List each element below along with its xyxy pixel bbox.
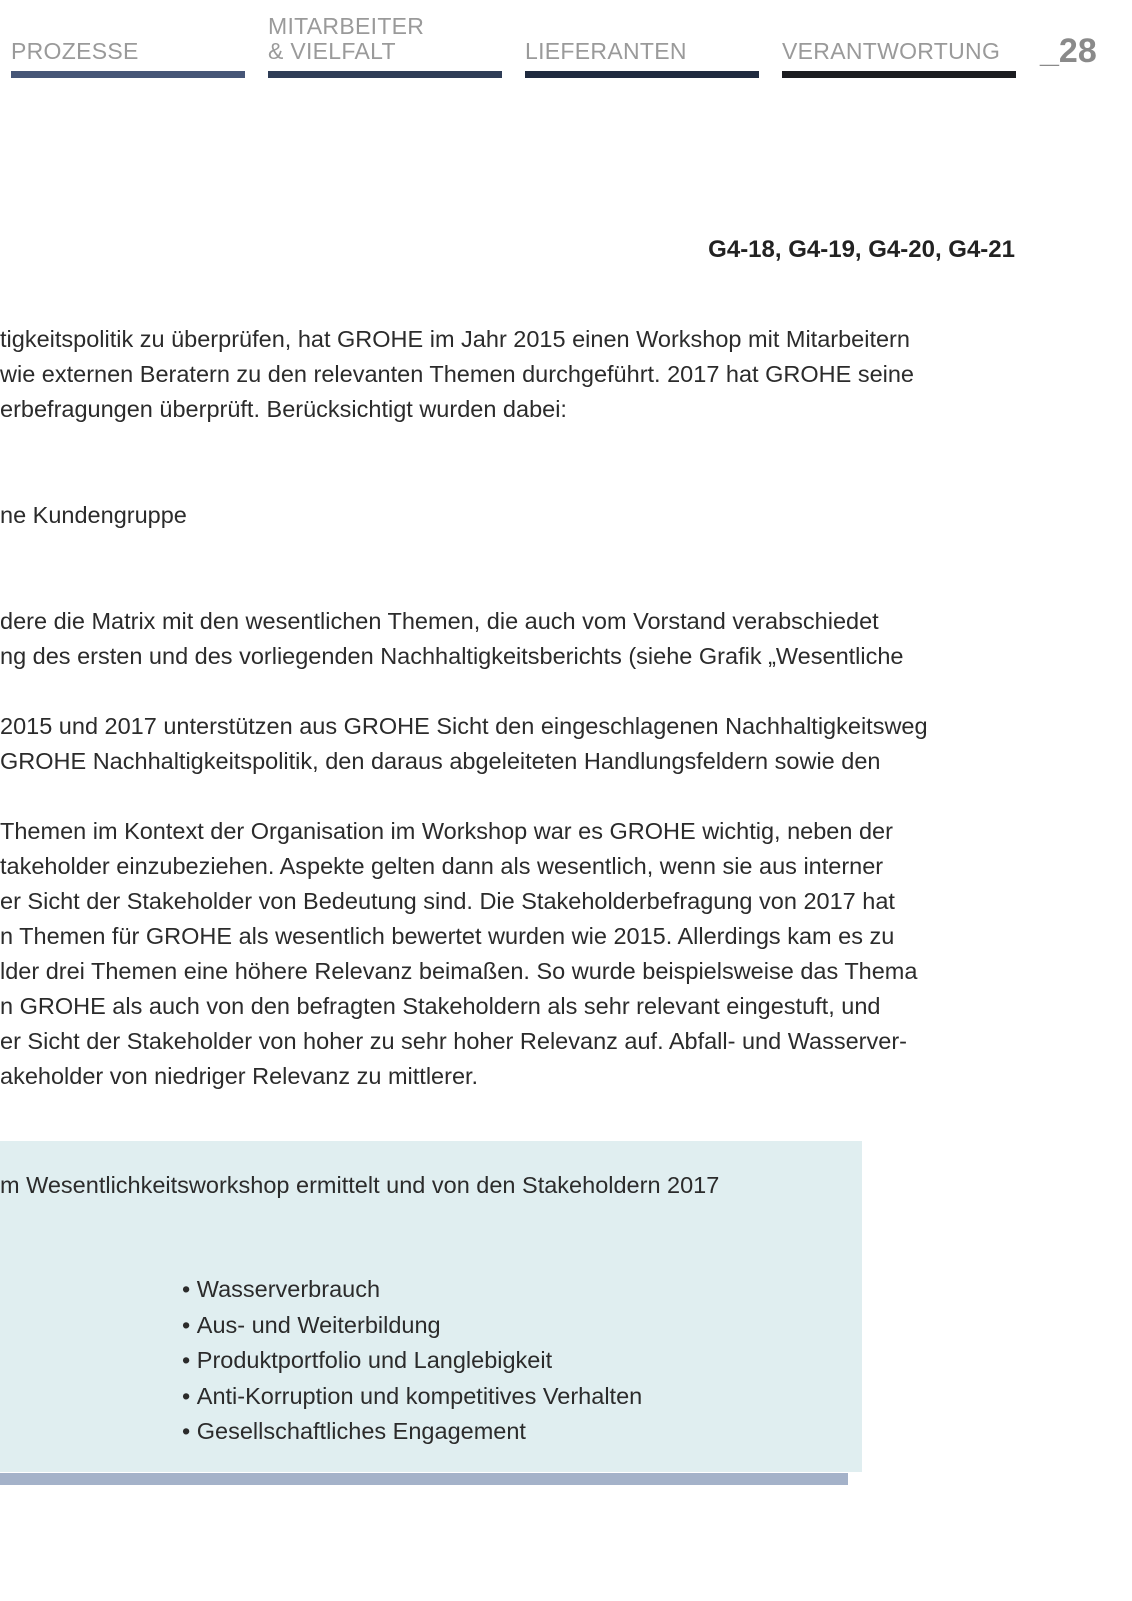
text-line: ne Kundengruppe bbox=[0, 502, 187, 528]
tab-prozesse[interactable] bbox=[11, 0, 245, 78]
paragraph bbox=[0, 814, 1010, 1094]
list-item: • Wasserverbrauch bbox=[182, 1272, 642, 1308]
text-line: n Themen für GROHE als wesentlich bewertet wurden wie 2015. Allerdings kam es zu bbox=[0, 923, 895, 949]
highlight-box-shadow bbox=[0, 1473, 848, 1485]
text-line: ng des ersten und des vorliegenden Nachhaltigkeitsberichts (siehe Grafik „Wesentliche bbox=[0, 643, 904, 669]
text-line: akeholder von niedriger Relevanz zu mittlerer. bbox=[0, 1063, 479, 1089]
text-line: takeholder einzubeziehen. Aspekte gelten dann als wesentlich, wenn sie aus interner bbox=[0, 853, 884, 879]
text-line: GROHE Nachhaltigkeitspolitik, den daraus abgeleiteten Handlungsfeldern sowie den bbox=[0, 748, 881, 774]
text-line: tigkeitspolitik zu überprüfen, hat GROHE im Jahr 2015 einen Workshop mit Mitarbeitern bbox=[0, 326, 910, 352]
text-line: lder drei Themen eine höhere Relevanz beimaßen. So wurde beispielsweise das Thema bbox=[0, 958, 918, 984]
list-item: • Aus- und Weiterbildung bbox=[182, 1308, 642, 1344]
topic-list bbox=[182, 1272, 642, 1450]
paragraph bbox=[0, 709, 1010, 779]
text-line: er Sicht der Stakeholder von Bedeutung sind. Die Stakeholderbefragung von 2017 hat bbox=[0, 888, 895, 914]
tab-underline bbox=[268, 71, 502, 78]
list-item: • Gesellschaftliches Engagement bbox=[182, 1414, 642, 1450]
tab-underline bbox=[525, 71, 759, 78]
text-line: 2015 und 2017 unterstützen aus GROHE Sicht den eingeschlagenen Nachhaltigkeitsweg bbox=[0, 713, 928, 739]
list-item: • Anti-Korruption und kompetitives Verhalten bbox=[182, 1379, 642, 1415]
tab-underline bbox=[782, 71, 1016, 78]
text-line: Themen im Kontext der Organisation im Workshop war es GROHE wichtig, neben der bbox=[0, 818, 893, 844]
tab-label: LIEFERANTEN bbox=[525, 38, 687, 64]
highlight-box-intro: m Wesentlichkeitsworkshop ermittelt und von den Stakeholdern 2017 bbox=[0, 1172, 720, 1198]
tab-label: VERANTWORTUNG bbox=[782, 38, 1001, 64]
tab-underline bbox=[11, 71, 245, 78]
text-line: wie externen Beratern zu den relevanten Themen durchgeführt. 2017 hat GROHE seine bbox=[0, 361, 914, 387]
paragraph bbox=[0, 498, 1010, 533]
tab-lieferanten[interactable] bbox=[525, 0, 759, 78]
list-item: • Produktportfolio und Langlebigkeit bbox=[182, 1343, 642, 1379]
tab-label: MITARBEITER & VIELFALT bbox=[268, 13, 425, 64]
gri-references: G4-18, G4-19, G4-20, G4-21 bbox=[708, 236, 1015, 263]
tab-mitarbeiter-vielfalt[interactable] bbox=[268, 0, 502, 78]
paragraph bbox=[0, 322, 1010, 427]
text-line: er Sicht der Stakeholder von hoher zu sehr hoher Relevanz auf. Abfall- und Wasserver- bbox=[0, 1028, 907, 1054]
text-line: n GROHE als auch von den befragten Stakeholdern als sehr relevant eingestuft, und bbox=[0, 993, 881, 1019]
text-line: erbefragungen überprüft. Berücksichtigt wurden dabei: bbox=[0, 396, 567, 422]
text-line: dere die Matrix mit den wesentlichen Themen, die auch vom Vorstand verabschiedet bbox=[0, 608, 879, 634]
page-number: _28 bbox=[1040, 32, 1097, 70]
tab-verantwortung[interactable] bbox=[782, 0, 1016, 78]
tab-label: PROZESSE bbox=[11, 38, 139, 64]
paragraph bbox=[0, 604, 1010, 674]
